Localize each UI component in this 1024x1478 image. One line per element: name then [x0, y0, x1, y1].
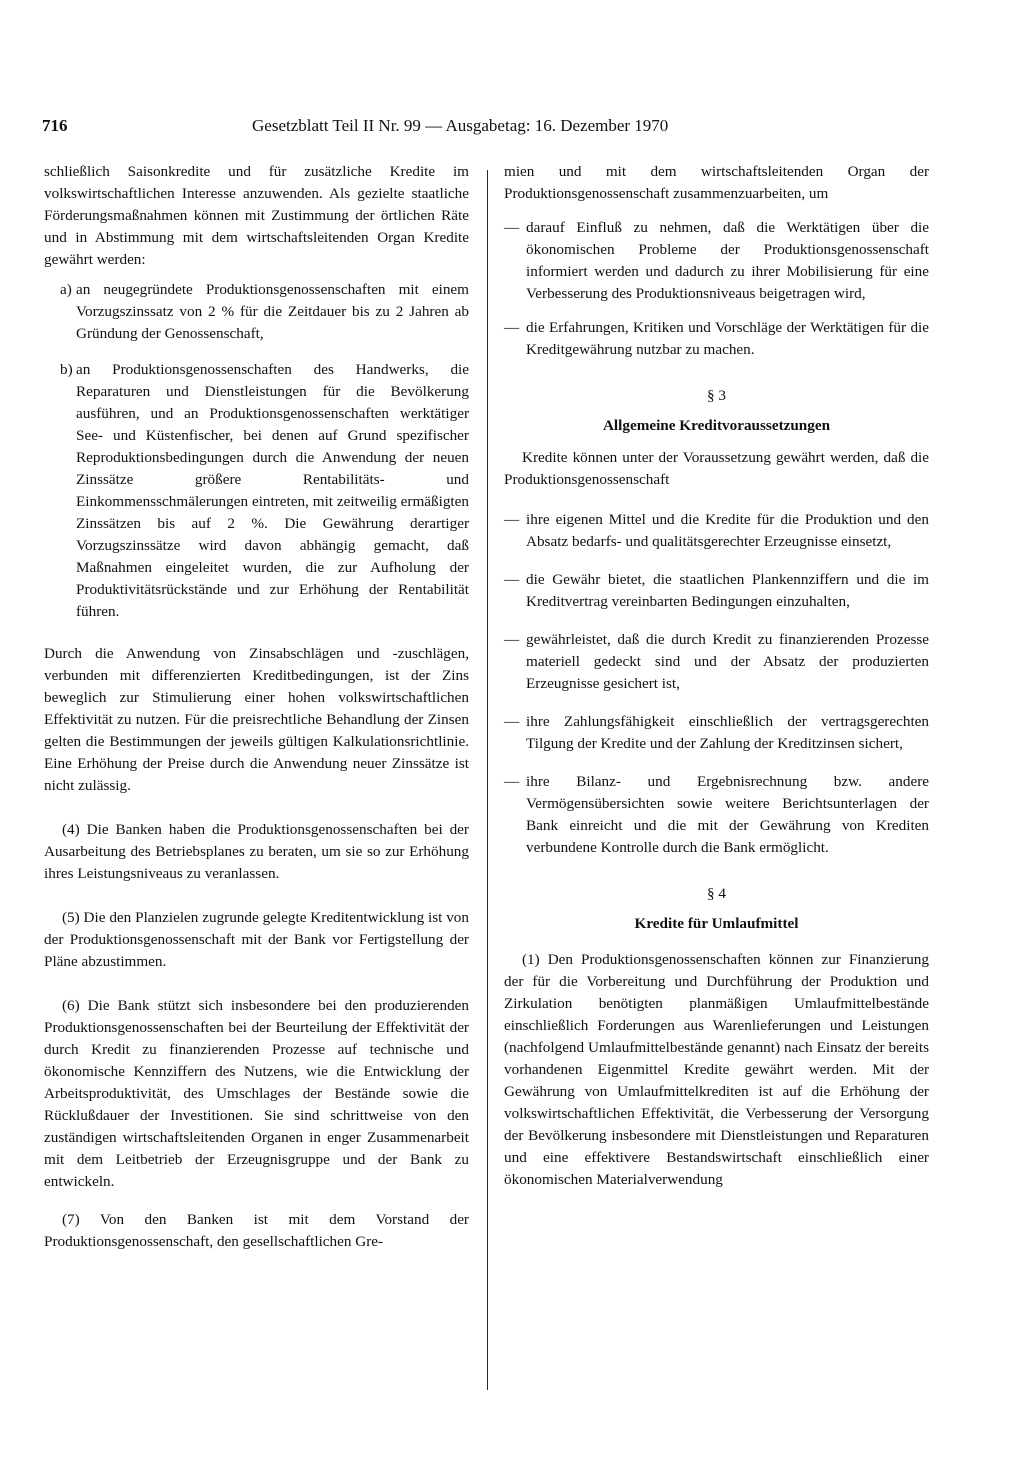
dash-marker: —: [504, 713, 520, 730]
dash-item-6: [504, 711, 929, 755]
dash-item-2: [504, 317, 929, 361]
list-text-a: an neugegründete Produktionsgenossenschaften mit einem Vorzugszinssatz von 2 % für die Zeitdauer bis zu 2 Jahren ab Gründung der Genossenschaft,: [76, 281, 469, 342]
paragraph-6: (6) Die Bank stützt sich insbesondere bei den produzierenden Produktionsgenossenschaften bei der Beurteilung der Effektivität der durch Kredit zu finanzierenden Prozesse auf technische und ökonomische Kennziffern des Nutzens, wie die Entwicklung der Arbeitsproduktivität, des Umschlages der Bestände sowie die Rücklußdauer der Investitionen. Sie sind schrittweise von den zuständigen wirtschaftsleitenden Organen in enger Zusammenarbeit mit dem Leitbetrieb der Erzeugnisgruppe und der Bank zu entwickeln.: [44, 997, 469, 1190]
page-header: [42, 116, 982, 140]
list-item-b: [44, 359, 469, 623]
dash-marker: —: [504, 319, 520, 336]
dash-text-5: gewährleistet, daß die durch Kredit zu finanzierenden Prozesse materiell gedeckt sind und der Absatz der produzierten Erzeugnisse gesichert ist,: [526, 631, 929, 692]
running-title: Gesetzblatt Teil II Nr. 99 — Ausgabetag: 16. Dezember 1970: [252, 116, 669, 135]
dash-item-5: [504, 629, 929, 695]
continued-paragraph: mien und mit dem wirtschaftsleitenden Organ der Produktionsgenossenschaft zusammenzuarbeiten, um: [504, 163, 929, 202]
page-number: 716: [42, 116, 68, 135]
dash-item-1: [504, 217, 929, 305]
dash-text-3: ihre eigenen Mittel und die Kredite für die Produktion und den Absatz bedarfs- und qualitätsgerechter Erzeugnisse einsetzt,: [526, 511, 929, 550]
dash-item-3: [504, 509, 929, 553]
dash-text-4: die Gewähr bietet, die staatlichen Plankennziffern und die im Kreditvertrag vereinbarten Bedingungen einzuhalten,: [526, 571, 929, 610]
left-column: [44, 161, 469, 1253]
dash-text-7: ihre Bilanz- und Ergebnisrechnung bzw. andere Vermögensübersichten sowie weitere Berichtsunterlagen der Bank einreicht und die mit der Gewährung von Krediten verbundene Kontrolle durch die Bank ermöglicht.: [526, 773, 929, 856]
list-item-a: [44, 279, 469, 345]
intro-paragraph: schließlich Saisonkredite und für zusätzliche Kredite im volkswirtschaftlichen Interesse anzuwenden. Als gezielte staatliche Förderungsmaßnahmen können mit Zustimmung der örtlichen Räte und in Abstimmung mit dem wirtschaftsleitenden Organ Kredite gewährt werden:: [44, 163, 469, 268]
section-3-number: § 3: [707, 387, 726, 404]
dash-marker: —: [504, 773, 520, 790]
section-3-title: Allgemeine Kreditvoraussetzungen: [602, 417, 831, 434]
list-text-b: an Produktionsgenossenschaften des Handwerks, die Reparaturen und Dienstleistungen für die Bevölkerung ausführen, und an Produktionsgenossenschaften werktätiger See- und Küstenfischer, bei denen auf Grund spezifischer Reproduktionsbedingungen durch die Anwendung der neuen Zinssätze größere Rentabilitäts- und Einkommensschmälerungen eintreten, mit zeitweilig ermäßigten Zinssätzen bis auf 2 %. Die Gewährung derartiger Vorzugszinssätze wird davon abhängig gemacht, daß Maßnahmen eingeleitet wurden, die zur Aufholung der Produktivitätsrückstände und zur Erhöhung der Rentabilität führen.: [76, 361, 469, 620]
paragraph-5: (5) Die den Planzielen zugrunde gelegte Kreditentwicklung ist von der Produktionsgenossenschaft mit der Bank vor Fertigstellung der Pläne abzustimmen.: [44, 909, 469, 970]
dash-marker: —: [504, 631, 520, 648]
column-divider: [487, 170, 488, 1390]
right-column: [504, 161, 929, 1191]
paragraph-zins: Durch die Anwendung von Zinsabschlägen und -zuschlägen, verbunden mit differenzierten Kreditbedingungen, ist der Zins beweglich zur Stimulierung einer hohen volkswirtschaftlichen Effektivität zu nutzen. Für die preisrechtliche Behandlung der Zinsen gelten die Bestimmungen der jeweils gültigen Kalkulationsrichtlinie. Eine Erhöhung der Preise durch die Anwendung neuer Zinssätze ist nicht zulässig.: [44, 645, 469, 794]
section-4-title: Kredite für Umlaufmittel: [634, 915, 799, 932]
dash-item-7: [504, 771, 929, 859]
list-label-a: a): [60, 281, 72, 298]
dash-text-6: ihre Zahlungsfähigkeit einschließlich der vertragsgerechten Tilgung der Kredite und der Zahlung der Kreditzinsen sichert,: [526, 713, 929, 752]
paragraph-4: (4) Die Banken haben die Produktionsgenossenschaften bei der Ausarbeitung des Betriebsplanes zu beraten, um sie so zur Erhöhung ihres Leistungsniveaus zu veranlassen.: [44, 821, 469, 882]
dash-marker: —: [504, 511, 520, 528]
dash-item-4: [504, 569, 929, 613]
dash-text-1: darauf Einfluß zu nehmen, daß die Werktätigen über die ökonomischen Probleme der Produktionsgenossenschaft informiert werden und dadurch zu ihrer Mobilisierung für eine Verbesserung des Produktionsniveaus beigetragen wird,: [526, 219, 929, 302]
dash-marker: —: [504, 219, 520, 236]
section-4-number: § 4: [707, 885, 726, 902]
dash-text-2: die Erfahrungen, Kritiken und Vorschläge der Werktätigen für die Kreditgewährung nutzbar zu machen.: [526, 319, 929, 358]
list-label-b: b): [60, 361, 73, 378]
section-3-intro: Kredite können unter der Voraussetzung gewährt werden, daß die Produktionsgenossenschaft: [504, 449, 929, 488]
section-4-paragraph-1: (1) Den Produktionsgenossenschaften können zur Finanzierung der für die Vorbereitung und Durchführung der Produktion und Zirkulation benötigten planmäßigen Umlaufmittelbestände einschließlich Forderungen aus Warenlieferungen und Leistungen (nachfolgend Umlaufmittelbestände genannt) nach Einsatz der bereits vorhandenen Eigenmittel Kredite gewährt werden. Mit der Gewährung von Umlaufmittelkrediten ist auf die Erhöhung der volkswirtschaftlichen Effektivität, die Verbesserung der Versorgung der Bevölkerung insbesondere mit Dienstleistungen und Reparaturen und eine effektivere Bestandswirtschaft einschließlich einer ökonomischen Materialverwendung: [504, 951, 929, 1188]
dash-marker: —: [504, 571, 520, 588]
paragraph-7: (7) Von den Banken ist mit dem Vorstand der Produktionsgenossenschaft, den gesellschaftlichen Gre-: [44, 1211, 469, 1250]
